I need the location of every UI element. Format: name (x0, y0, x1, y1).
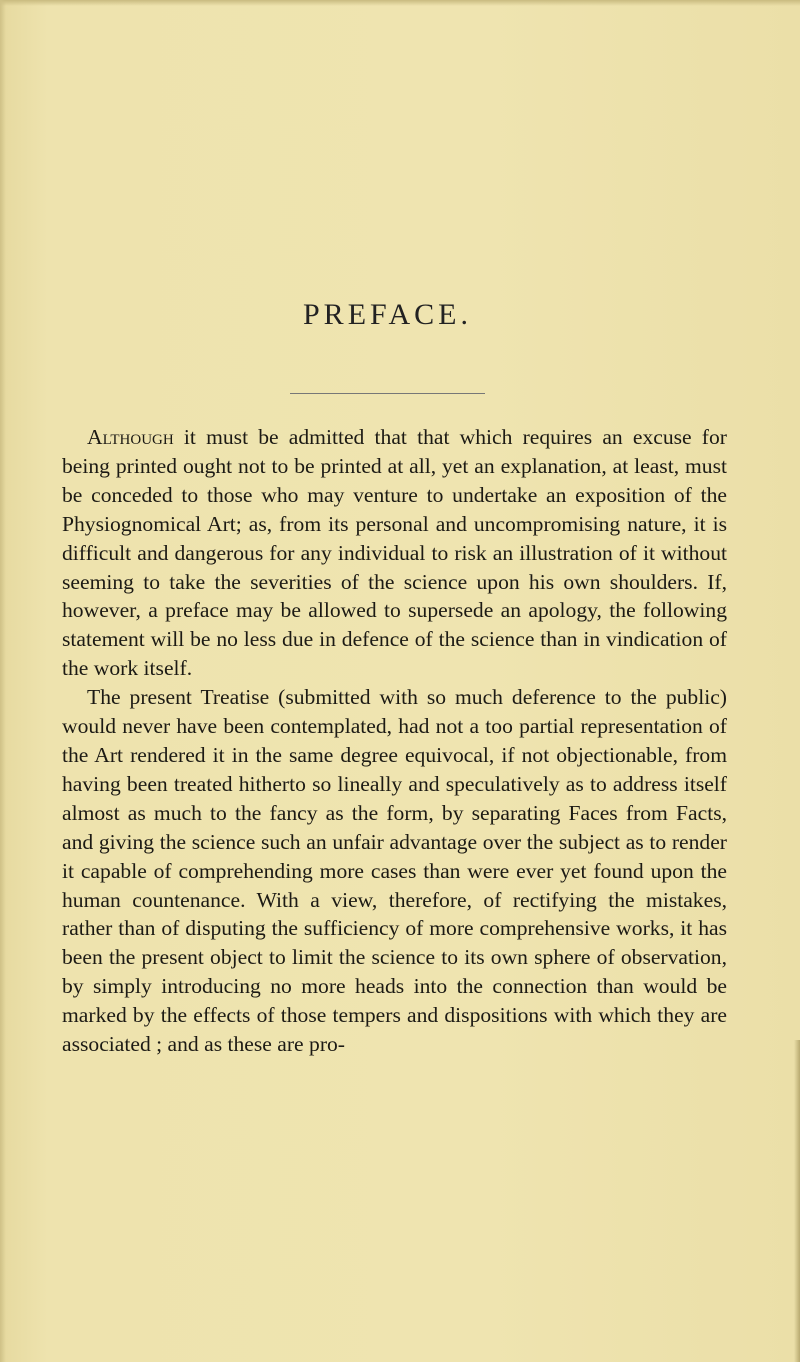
paragraph-1-lead-word: Although (87, 425, 174, 449)
preface-body (62, 423, 727, 1059)
title-divider (290, 393, 485, 394)
page-top-shadow (0, 0, 800, 6)
page-left-shadow (0, 0, 6, 1362)
paragraph-1 (62, 423, 727, 683)
page-title: PREFACE. (303, 298, 472, 331)
paragraph-1-text: it must be admitted that that which requires an excuse for being printed ought not to be printed at all, yet an explanation, at least, must be conceded to those who may venture to undertake an exposition of the Physiognomical Art; as, from its personal and uncompromising nature, it is difficult and dangerous for any individual to risk an illustration of it without seeming to take the severities of the science upon his own shoulders. If, however, a preface may be allowed to supersede an apology, the following statement will be no less due in defence of the science than in vindication of the work itself. (62, 425, 727, 681)
paragraph-2: The present Treatise (submitted with so much deference to the public) would never have been contemplated, had not a too partial representation of the Art rendered it in the same degree equivocal, if not objectionable, from having been treated hitherto so lineally and speculatively as to address itself almost as much to the fancy as the form, by separating Faces from Facts, and giving the science such an unfair advantage over the subject as to render it capable of comprehending more cases than were ever yet found upon the human countenance. With a view, therefore, of rectifying the mistakes, rather than of disputing the sufficiency of more comprehensive works, it has been the present object to limit the science to its own sphere of observation, by simply introducing no more heads into the connection than would be marked by the effects of those tempers and dispositions with which they are associated ; and as these are pro- (62, 685, 727, 1057)
page-right-shadow (794, 1040, 800, 1362)
